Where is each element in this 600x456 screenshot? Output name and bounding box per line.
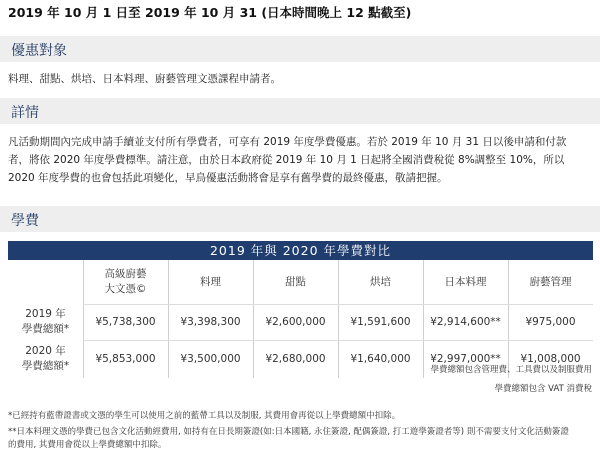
fee-cell: ¥2,914,600** — [430, 315, 501, 328]
section-header-target — [0, 36, 600, 62]
row-label: 2020 年 學費總額* — [21, 345, 70, 372]
column-header: 日本料理 — [444, 275, 487, 288]
column-divider — [508, 260, 509, 378]
footnote-2-line: **日本料理文憑的學費已包含文化活動經費用, 如持有在日長期簽證(如:日本國籍, 永住簽證, 配偶簽證, 打工遊學簽證者等) 則不需要支付文化活動簽證 — [8, 427, 569, 437]
footnote-1: *已經持有藍帶證書或文憑的學生可以使用之前的藍帶工具以及制服, 其費用會再從以上學費總額中扣除。 — [8, 411, 401, 421]
column-divider — [253, 260, 254, 378]
column-divider — [338, 260, 339, 378]
row-label: 2019 年 學費總額* — [21, 308, 70, 335]
column-header: 烘培 — [370, 275, 391, 288]
fee-cell: ¥2,997,000** — [430, 352, 501, 365]
fee-cell: ¥5,738,300 — [95, 315, 156, 328]
details-line: 2020 年度學費的也會包括此項變化，早鳥優惠活動將會是享有舊學費的最終優惠，敬請把握。 — [8, 172, 448, 184]
fee-cell: ¥1,591,600 — [350, 315, 411, 328]
fee-cell: ¥3,398,300 — [180, 315, 241, 328]
vat-note: 學費總額包含 VAT 消費稅 — [494, 384, 592, 394]
section-header-fees — [0, 206, 600, 232]
fee-cell: ¥975,000 — [525, 315, 576, 328]
column-header: 料理 — [200, 275, 221, 288]
application-period: 2019 年 10 月 1 日至 2019 年 10 月 31 (日本時間晚上 12 點截至) — [8, 5, 412, 20]
footnote-2-line: 的費用, 其費用會從以上學費總額中扣除。 — [8, 440, 167, 450]
column-divider — [83, 260, 84, 378]
details-text — [8, 133, 594, 187]
column-header: 甜點 — [285, 275, 306, 288]
details-line: 者，將依 2020 年度學費標準。請注意，由於日本政府從 2019 年 10 月 1 日起將全國消費稅從 8%調整至 10%，所以 — [8, 154, 565, 166]
section-title-details: 詳情 — [11, 105, 39, 121]
fee-cell: ¥2,600,000 — [265, 315, 326, 328]
row-divider — [83, 340, 593, 341]
column-header: 高級廚藝 大文憑© — [104, 268, 147, 295]
table-title: 2019 年與 2020 年學費對比 — [8, 241, 593, 260]
target-text: 料理、甜點、烘培、日本料理、廚藝管理文憑課程申請者。 — [8, 73, 281, 85]
fee-cell: ¥1,640,000 — [350, 352, 411, 365]
details-line: 凡活動期間內完成申請手續並支付所有學費者，可享有 2019 年度學費優惠。若於 2019 年 10 月 31 日以後申請和付款 — [8, 136, 567, 148]
fee-comparison-table — [8, 241, 593, 378]
table-grid — [8, 260, 593, 378]
fee-includes-note: 學費總額包含管理費、工具費以及制服費用 — [430, 365, 592, 375]
fee-cell: ¥2,680,000 — [265, 352, 326, 365]
column-header: 廚藝管理 — [529, 275, 572, 288]
fee-cell: ¥3,500,000 — [180, 352, 241, 365]
row-divider — [83, 304, 593, 305]
section-title-fees: 學費 — [11, 213, 39, 229]
section-header-details — [0, 98, 600, 124]
fee-cell: ¥5,853,000 — [95, 352, 156, 365]
column-divider — [423, 260, 424, 378]
footnote-2 — [8, 426, 598, 452]
fee-cell: ¥1,008,000 — [520, 352, 581, 365]
section-title-target: 優惠對象 — [11, 43, 67, 59]
column-divider — [168, 260, 169, 378]
